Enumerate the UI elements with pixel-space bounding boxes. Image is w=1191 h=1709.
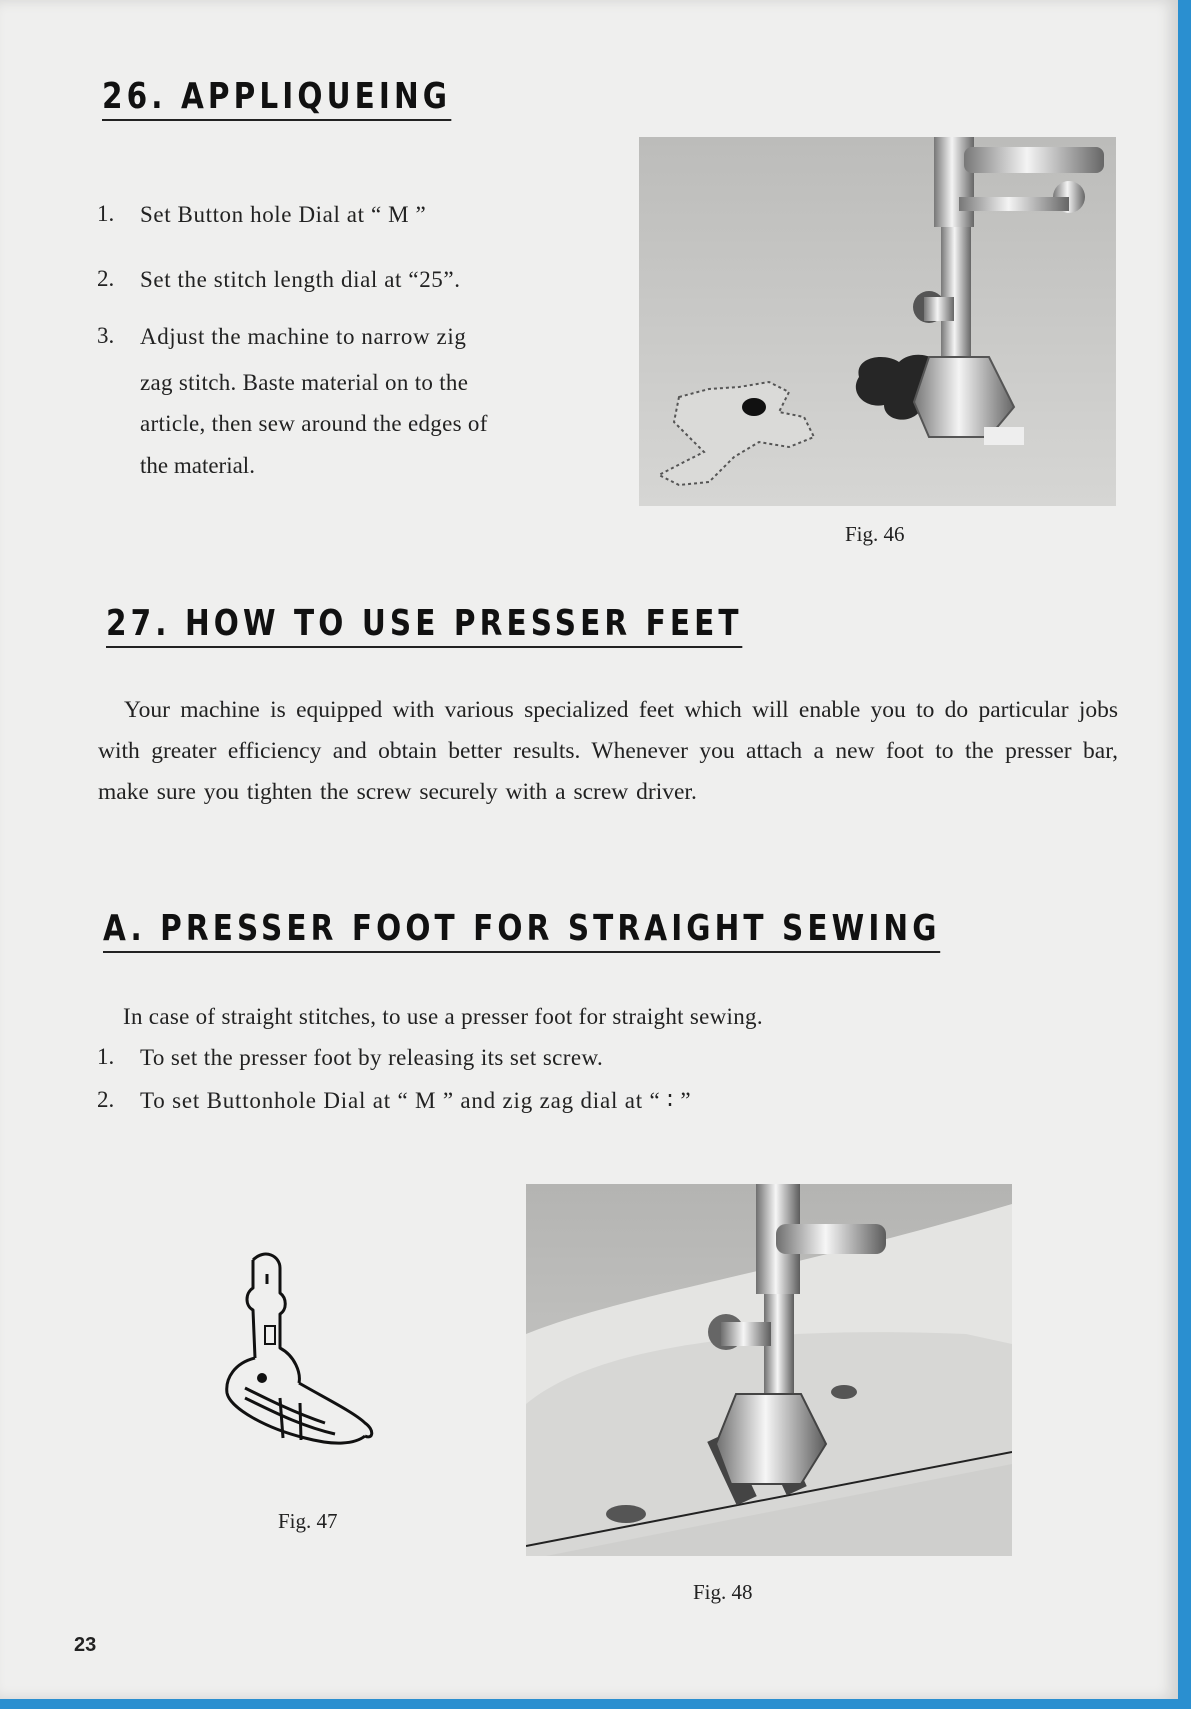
step-a-2-number: 2.	[97, 1087, 115, 1112]
fig-48-photo	[526, 1184, 1012, 1556]
fig-48-caption: Fig. 48	[693, 1580, 753, 1604]
step-26-3-line-3: article, then sew around the edges of	[140, 411, 488, 436]
step-26-3-line-1: Adjust the machine to narrow zig	[140, 324, 467, 349]
fig-47-caption: Fig. 47	[278, 1509, 338, 1533]
step-26-2-text: Set the stitch length dial at “25”.	[140, 267, 461, 292]
step-26-3-line-4: the material.	[140, 453, 255, 478]
fig-46-photo	[639, 137, 1116, 506]
section-27-heading: 27. HOW TO USE PRESSER FEET	[106, 603, 743, 648]
step-26-3-number: 3.	[97, 323, 115, 348]
page-number: 23	[74, 1634, 97, 1656]
section-26-heading: 26. APPLIQUEING	[102, 76, 451, 121]
step-26-3-line-2: zag stitch. Baste material on to the	[140, 370, 469, 395]
section-27-paragraph: Your machine is equipped with various specialized feet which will enable you to do particular jobs with greater efficiency and obtain better results. Whenever you attach a new foot to the presser bar, make sure you tighten the screw securely with a screw driver.	[98, 697, 1118, 805]
section-a-intro: In case of straight stitches, to use a presser foot for straight sewing.	[123, 1004, 763, 1029]
step-a-2-text: To set Buttonhole Dial at “ M ” and zig zag dial at “ ∶ ”	[140, 1088, 692, 1113]
step-a-1-number: 1.	[97, 1044, 115, 1069]
step-26-1-text: Set Button hole Dial at “ M ”	[140, 202, 427, 227]
fig-46-caption: Fig. 46	[845, 522, 905, 546]
step-a-1-text: To set the presser foot by releasing its set screw.	[140, 1045, 604, 1070]
step-26-1-number: 1.	[97, 201, 115, 226]
fig-47-drawing	[225, 1248, 405, 1478]
section-a-heading: A. PRESSER FOOT FOR STRAIGHT SEWING	[103, 908, 941, 953]
step-26-2-number: 2.	[97, 266, 115, 291]
